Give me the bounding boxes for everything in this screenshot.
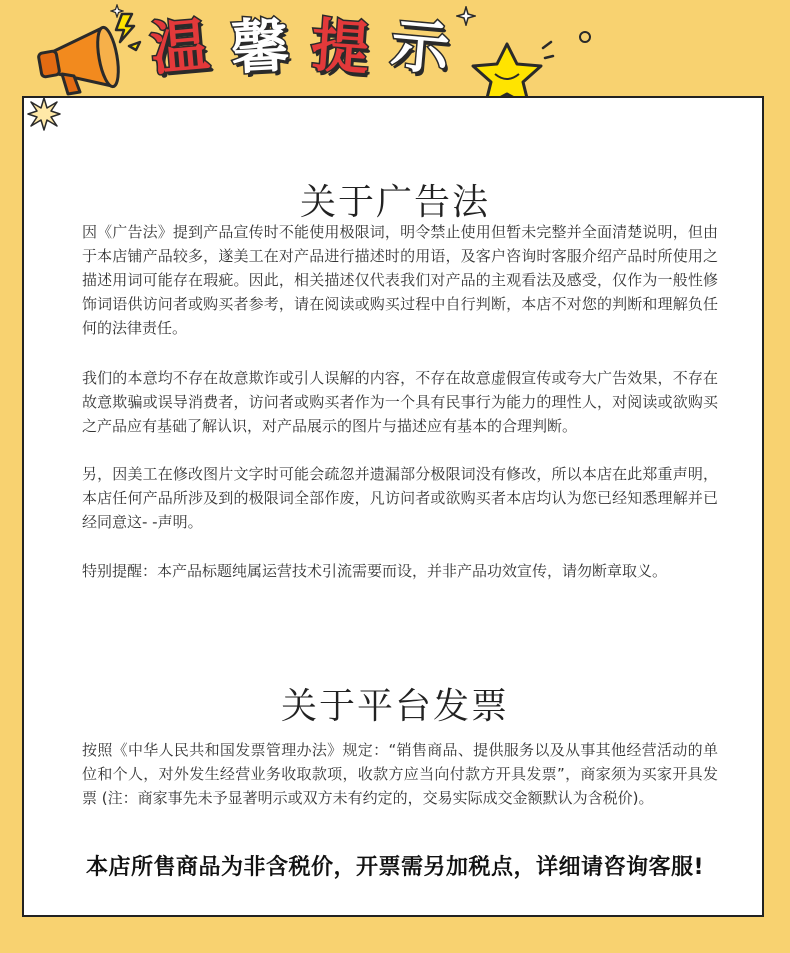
- burst-icon: [26, 96, 62, 132]
- heading-char: 温: [147, 10, 212, 84]
- heading-char: 提: [308, 11, 372, 83]
- circle-icon: [578, 30, 592, 44]
- special-reminder: 特别提醒：本产品标题纯属运营技术引流需要而设，并非产品功效宣传，请勿断章取义。: [82, 562, 668, 580]
- content-card: [22, 96, 764, 917]
- ad-law-paragraph: 我们的本意均不存在故意欺诈或引人误解的内容，不存在故意虚假宣传或夸大广告效果，不存在故意欺骗或误导消费者，访问者或购买者作为一个具有民事行为能力的理性人，对阅读或欲购买之产品应有基础了解认识，对产品展示的图片与描述应有基本的合理判断。: [82, 369, 718, 435]
- heading-char: 示: [388, 10, 452, 84]
- invoice-title: 关于平台发票: [280, 685, 509, 727]
- ad-law-paragraph: 另，因美工在修改图片文字时可能会疏忽并遗漏部分极限词没有修改，所以本店在此郑重声明，本店任何产品所涉及到的极限词全部作废，凡访问者或欲购买者本店均认为您已经知悉理解并已经同意这- -声明。: [82, 465, 718, 531]
- heading-char: 馨: [229, 11, 291, 83]
- sparkle-icon: [110, 4, 124, 18]
- megaphone-icon: [34, 8, 144, 103]
- page-heading: [145, 6, 455, 92]
- ad-law-title: 关于广告法: [299, 181, 490, 223]
- sparkle-icon: [456, 6, 476, 26]
- ad-law-paragraph: 因《广告法》提到产品宣传时不能使用极限词，明令禁止使用但暂未完整并全面清楚说明，但由于本店铺产品较多，遂美工在对产品进行描述时的用语，及客户咨询时客服介绍产品时所使用之描述用词可能存在瑕疵。因此，相关描述仅代表我们对产品的主观看法及感受，仅作为一般性修饰词语供访问者或购买者参考，请在阅读或购买过程中自行判断，本店不对您的判断和理解负任何的法律责任。: [82, 223, 718, 337]
- header-banner: [0, 0, 790, 110]
- tax-notice: 本店所售商品为非含税价，开票需另加税点，详细请咨询客服!: [85, 855, 705, 880]
- invoice-paragraph: 按照《中华人民共和国发票管理办法》规定：“销售商品、提供服务以及从事其他经营活动的单位和个人，对外发生经营业务收取款项，收款方应当向付款方开具发票”，商家须为买家开具发票 (注：商家事先未予显著明示或双方未有约定的，交易实际成交金额默认为含税价)。: [82, 741, 718, 807]
